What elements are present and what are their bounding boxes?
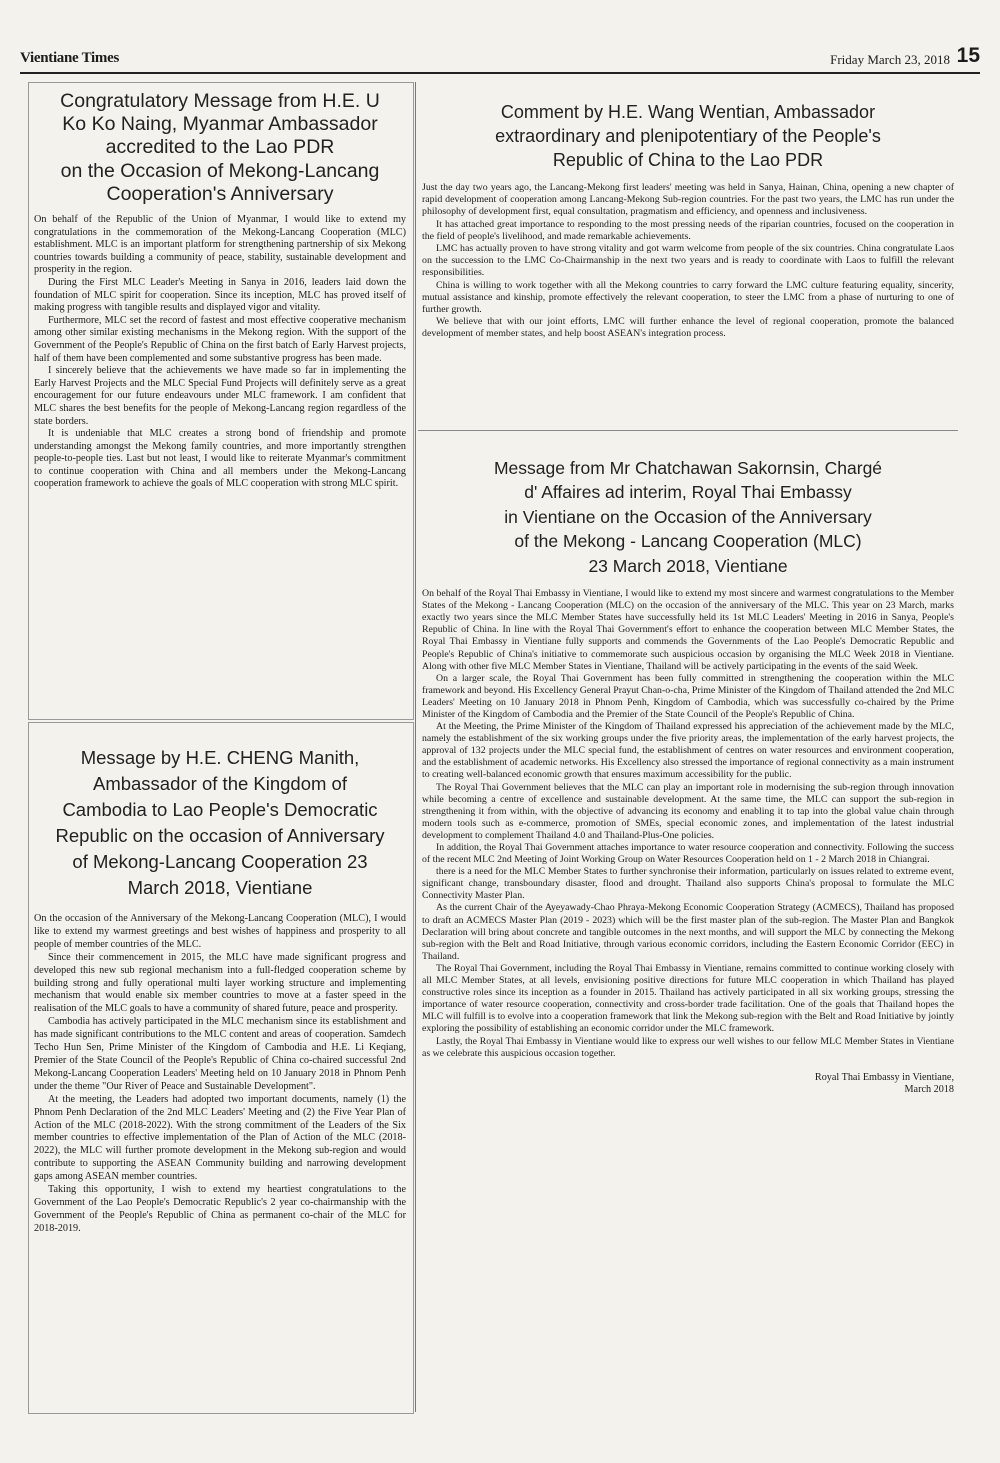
paragraph: Cambodia has actively participated in the MLC mechanism since its establishment and has made significant contributions to the MLC content and areas of cooperation. Samdech Techo Hun Sen, Prime Minister of the Kingdom of Cambodia and H.E. Li Keqiang, Premier of the State Council of the People's Republic of China co-chaired successful 2nd Mekong-Lancang Cooperation Leaders' Meeting held on 10 January 2018 in Phnom Penh under the theme "Our River of Peace and Sustainable Development". [34, 1016, 406, 1092]
paragraph: China is willing to work together with all the Mekong countries to carry forward the LMC culture featuring equality, sincerity, mutual assistance and kinship, promote effectively the relevant cooperation, to steer the LMC from a phase of nurturing to one of further growth. [422, 279, 954, 316]
paragraph: We believe that with our joint efforts, LMC will further enhance the level of regional cooperation, promote the balanced development of member states, and help boost ASEAN's integration process. [422, 316, 954, 340]
paragraph: During the First MLC Leader's Meeting in Sanya in 2016, leaders laid down the foundation of MLC spirit for cooperation. Since its inception, MLC has proved itself of making progress with tangible results and displayed vigor and vitality. [34, 276, 406, 314]
paragraph: The Royal Thai Government believes that the MLC can play an important role in modernising the sub-region through innovation while becoming a centre of excellence and sustainable development. At the same time, the MLC can support the sub-region in strengthening it from within, with the objective of advancing its economy and enabling it to tap into the global value chain through modern tools such as e-commerce, promotion of SMEs, special economic zones, and implementation of the latest industrial development to complement Thailand 4.0 and Thailand-Plus-One policies. [422, 781, 954, 841]
newspaper-name: Vientiane Times [20, 50, 119, 66]
paragraph: Lastly, the Royal Thai Embassy in Vientiane would like to express our well wishes to our fellow MLC Member States in Vientiane as we celebrate this auspicious occasion together. [422, 1035, 954, 1059]
signature [422, 1072, 954, 1097]
article-body [34, 214, 406, 491]
article-myanmar [34, 90, 406, 491]
paragraph: there is a need for the MLC Member States to further synchronise their information, particularly on issues related to extreme event, significant change, transboundary disaster, flood and drought. Thailand also supports China's proposal to formulate the MLC Connectivity Master Plan. [422, 866, 954, 902]
issue-date: Friday March 23, 2018 [830, 52, 950, 67]
article-headline: Message from Mr Chatchawan Sakornsin, Chargé d' Affaires ad interim, Royal Thai Embassy in Vientiane on the Occasion of the Anniversary of the Mekong - Lancang Cooperation (MLC) 23 March 2018, Vientiane [493, 458, 883, 576]
paragraph: It is undeniable that MLC creates a strong bond of friendship and promote understanding amongst the Mekong family countries, and more importantly strengthen people-to-people ties. Last but not least, I would like to reiterate Myanmar's commitment to continue cooperation with China and all members under the Mekong-Lancang cooperation framework to achieve the goals of MLC cooperation with strong MLC spirit. [34, 428, 406, 490]
paragraph: It has attached great importance to responding to the most pressing needs of the riparian countries, focused on the cooperation in the field of people's livelihood, and made remarkable achievements. [422, 218, 954, 242]
paragraph: At the Meeting, the Prime Minister of the Kingdom of Thailand expressed his appreciation of the achievement made by the MLC, namely the establishment of the six working groups under the five priority areas, the implementation of the early harvest projects, the approval of 132 projects under the MLC special fund, the establishment of centres on water resources and environment cooperation, and the establishment of academic networks. His Excellency also stressed the importance of regional connectivity as a main instrument to creating well-balanced economic growth that ensures maximum accessibility for the public. [422, 721, 954, 781]
page-number: 15 [956, 44, 980, 67]
paragraph: The Royal Thai Government, including the Royal Thai Embassy in Vientiane, remains committed to continue working closely with all MLC Member States, at all levels, envisioning positive directions for future MLC cooperation in which Thailand has played constructive roles since its inception as a founder in 2015. Thailand has actively participated in all six working groups, stressing the importance of water resource cooperation, connectivity and cross-border trade facilitation. One of the goals that Thailand hopes the MLC will fulfill is to evolve into a cooperation framework that link the Mekong sub-region with the Belt and Road Initiative by jointly exploring the possibility of establishing an economic corridor under the MLC framework. [422, 962, 954, 1035]
section-divider [418, 430, 958, 431]
paragraph: On behalf of the Republic of the Union of Myanmar, I would like to extend my congratulations in the commemoration of the Mekong-Lancang Cooperation (MLC) establishment. MLC is an important platform for strengthening partnership of six Mekong countries towards building a community of peace, stability, sustainable development and prosperity in the region. [34, 214, 406, 276]
paragraph: LMC has actually proven to have strong vitality and got warm welcome from people of the six countries. China congratulate Laos on the succession to the LMC Co-Chairmanship in the next two years and is ready to coordinate with Laos to fulfill the relevant responsibilities. [422, 243, 954, 279]
column-divider [415, 82, 416, 1412]
paragraph: In addition, the Royal Thai Government attaches importance to water resource cooperation and connectivity. Following the success of the recent MLC 2nd Meeting of Joint Working Group on Water Resources Cooperation held on 1 - 2 March 2018 in Chiangrai. [422, 842, 954, 866]
paragraph: On a larger scale, the Royal Thai Government has been fully committed in strengthening the cooperation within the MLC framework and beyond. His Excellency General Prayut Chan-o-cha, Prime Minister of the Kingdom of Thailand attended the 2nd MLC Leaders' Meeting on 10 January 2018 in Phnom Penh, Kingdom of Cambodia, which was successfully co-chaired by the Prime Minister of the Kingdom of Cambodia and the Premier of the State Council of the People's Republic of China. [422, 672, 954, 720]
article-cambodia [34, 745, 406, 1236]
article-body [422, 182, 954, 341]
paragraph: At the meeting, the Leaders had adopted two important documents, namely (1) the Phnom Penh Declaration of the 2nd MLC Leaders' Meeting and (2) the Five Year Plan of Action of the MLC (2018-2022). With the strong commitment of the Leaders of the Six member countries to effective implementation of the Plan of Action of the MLC (2018-2022), the MLC will further promote development in the Mekong sub-region and would contribute to supporting the ASEAN Community building and narrowing development gaps among ASEAN member countries. [34, 1093, 406, 1183]
article-headline: Message by H.E. CHENG Manith, Ambassador of the Kingdom of Cambodia to Lao People's Democratic Republic on the occasion of Anniversary of Mekong-Lancang Cooperation 23 March 2018, Vientiane [55, 747, 385, 898]
article-body [422, 588, 954, 1060]
article-headline: Comment by H.E. Wang Wentian, Ambassador extraordinary and plenipotentiary of the People's Republic of China to the Lao PDR [495, 102, 881, 170]
article-headline: Congratulatory Message from H.E. U Ko Ko Naing, Myanmar Ambassador accredited to the Lao PDR on the Occasion of Mekong-Lancang Cooperation's Anniversary [60, 90, 380, 205]
paragraph: I sincerely believe that the achievements we have made so far in implementing the Early Harvest Projects and the MLC Special Fund Projects will definitely serve as a great encouragement for our future endeavours under MLC framework. I am confident that MLC shares the best benefits for the people of Mekong-Lancang region regardless of the state borders. [34, 365, 406, 427]
signature-line: Royal Thai Embassy in Vientiane, [814, 1071, 954, 1083]
paragraph: On behalf of the Royal Thai Embassy in Vientiane, I would like to extend my most sincere and warmest congratulations to the Member States of the Mekong - Lancang Cooperation (MLC) on the occasion of the anniversary of the MLC. This year on 23 March, marks exactly two years since the MLC Member States have successfully held its 1st MLC Leaders' Meeting in 2016 in Sanya, People's Republic of China. In line with the Royal Thai Government's effort to enhance the cooperation between MLC Member States, the Royal Thai Embassy in Vientiane fully supports and commends the Governments of the Lao People's Democratic Republic and People's Republic of China's initiative to commemorate such auspicious occasion by organising the MLC Week 2018 in Vientiane. Along with other five MLC Member States in Vientiane, Thailand will be actively participating in the events of the said Week. [422, 588, 954, 672]
signature-date: March 2018 [904, 1084, 954, 1096]
paragraph: Since their commencement in 2015, the MLC have made significant progress and developed this new sub regional mechanism into a full-fledged cooperation scheme by building strong and fully operational multi layer working structure and implementing mechanism that would enable six member countries to move at a faster speed in the realisation of the MLC goals to have a community of shared future, peace and prosperity. [34, 951, 406, 1015]
masthead [20, 44, 980, 74]
paragraph: As the current Chair of the Ayeyawady-Chao Phraya-Mekong Economic Cooperation Strategy (ACMECS), Thailand has proposed to draft an ACMECS Master Plan (2019 - 2023) which will be the first master plan of the sub-region. The Master Plan and Bangkok Declaration will bring about concrete and tangible outcomes in the next months, and will support the MLC by connecting the Mekong sub-region with the Belt and Road Initiative, through various economic corridors, including the Eastern Economic Corridor (EEC) in Thailand. [422, 902, 954, 962]
paragraph: Taking this opportunity, I wish to extend my heartiest congratulations to the Government of the Lao People's Democratic Republic's 2 year co-chairmanship with the Government of the People's Republic of China as permanent co-chair of the MLC for 2018-2019. [34, 1184, 406, 1234]
paragraph: On the occasion of the Anniversary of the Mekong-Lancang Cooperation (MLC), I would like to extend my warmest greetings and best wishes of happiness and prosperity to all people of member countries of the MLC. [34, 913, 406, 950]
article-thailand [422, 456, 954, 1097]
article-china [422, 100, 954, 341]
article-body [34, 913, 406, 1236]
paragraph: Furthermore, MLC set the record of fastest and most effective cooperative mechanism among other similar existing mechanisms in the Mekong region. With the support of the Government of the People's Republic of China on the first batch of Early Harvest projects, half of them have been complemented and some substantive progress has been made. [34, 314, 406, 364]
paragraph: Just the day two years ago, the Lancang-Mekong first leaders' meeting was held in Sanya, Hainan, China, opening a new chapter of rapid development of cooperation among Lancang-Mekong Sub-region countries. For the past two years, the LMC has run under the philosophy of development first, equal consultation, pragmatism and efficiency, and openness and inclusiveness. [422, 182, 954, 218]
